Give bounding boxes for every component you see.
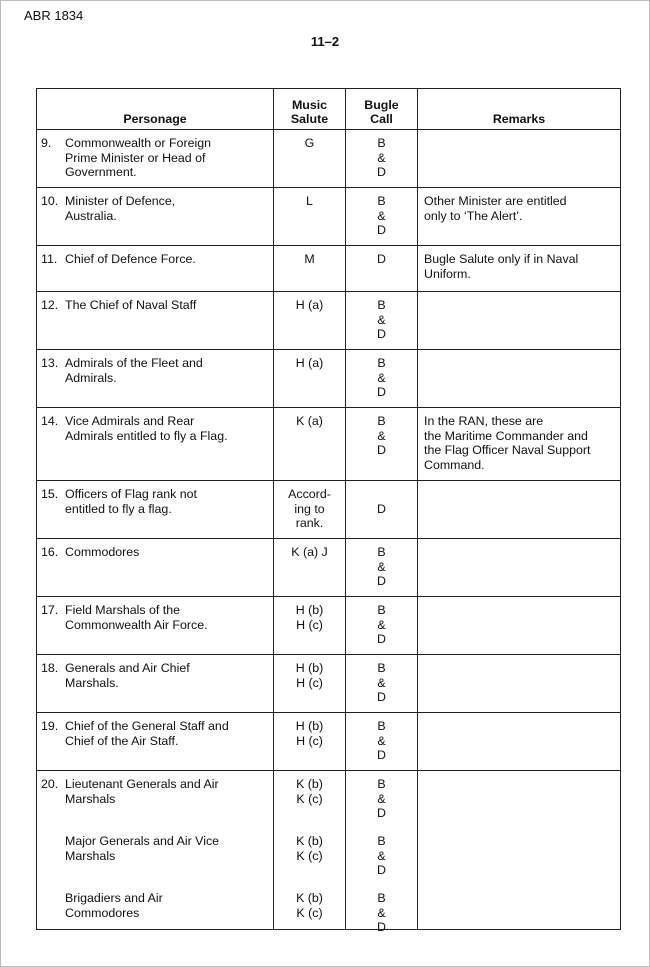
header-remarks: Remarks (418, 89, 621, 130)
personage-text: Commodores (65, 545, 140, 559)
remarks-cell: Bugle Salute only if in Naval Uniform. (418, 246, 621, 292)
row-number: 9. (41, 136, 52, 150)
personage-text: Generals and Air Chief Marshals. (65, 661, 190, 690)
bugle-call-cell: B & D (346, 292, 418, 350)
personage-text: Officers of Flag rank not entitled to fly a flag. (65, 487, 197, 516)
table-row (37, 481, 621, 539)
personage-text: Lieutenant Generals and Air Marshals (65, 777, 219, 806)
remarks-cell: Other Minister are entitled only to ‘The Alert’. (418, 188, 621, 246)
personage-cell (37, 539, 274, 597)
row-number: 10. (41, 194, 59, 208)
table-header-row (37, 89, 621, 130)
music-salute-cell: H (b) H (c) (274, 597, 346, 655)
remarks-cell (418, 130, 621, 188)
table-row (37, 713, 621, 771)
bugle-call-cell (346, 771, 418, 935)
row-number: 14. (41, 414, 59, 428)
bugle-call-value: B & D (377, 777, 386, 821)
row-number: 11. (41, 252, 58, 266)
table-row (37, 539, 621, 597)
personage-cell (37, 246, 274, 292)
personage-cell (37, 188, 274, 246)
personage-cell (37, 771, 274, 930)
bugle-call-cell: D (346, 246, 418, 292)
music-salute-cell: H (b) H (c) (274, 655, 346, 713)
music-salute-value: K (b) K (c) (296, 834, 323, 863)
row-number: 20. (41, 777, 59, 791)
bugle-call-value: B & D (377, 891, 386, 935)
music-salute-cell: K (a) (274, 408, 346, 481)
personage-text: Admirals of the Fleet and Admirals. (65, 356, 203, 385)
row-number: 16. (41, 545, 59, 559)
table-row (37, 655, 621, 713)
music-salute-cell: G (274, 130, 346, 188)
personage-text: Field Marshals of the Commonwealth Air Force. (65, 603, 208, 632)
personage-cell (37, 130, 274, 188)
table-row (37, 292, 621, 350)
header-bugle-call: Bugle Call (346, 89, 418, 130)
bugle-call-cell: B & D (346, 408, 418, 481)
page-number: 11–2 (310, 34, 340, 49)
remarks-cell (418, 350, 621, 408)
remarks-cell (418, 481, 621, 539)
bugle-call-cell: B & D (346, 350, 418, 408)
table-row (37, 350, 621, 408)
row-number: 12. (41, 298, 59, 312)
table-row (37, 130, 621, 188)
bugle-call-value: B & D (377, 834, 386, 878)
remarks-cell (418, 771, 621, 930)
music-salute-cell: Accord- ing to rank. (274, 481, 346, 539)
music-salute-cell: H (a) (274, 350, 346, 408)
personage-cell (37, 481, 274, 539)
personage-text: Vice Admirals and Rear Admirals entitled to fly a Flag. (65, 414, 228, 443)
table-row (37, 246, 621, 292)
personage-text: Brigadiers and Air Commodores (65, 891, 163, 920)
row-number: 17. (41, 603, 59, 617)
remarks-cell: In the RAN, these are the Maritime Commander and the Flag Officer Naval Support Command. (418, 408, 621, 481)
row-number: 19. (41, 719, 59, 733)
table-body (37, 130, 621, 935)
document-id: ABR 1834 (24, 8, 84, 23)
music-salute-value: K (b) K (c) (296, 777, 323, 806)
personage-text: Chief of Defence Force. (65, 252, 196, 266)
music-salute-cell: L (274, 188, 346, 246)
personage-text: Major Generals and Air Vice Marshals (65, 834, 220, 863)
music-salute-cell: K (a) J (274, 539, 346, 597)
remarks-cell (418, 655, 621, 713)
row-number: 18. (41, 661, 59, 675)
bugle-call-cell: B & D (346, 655, 418, 713)
salutes-table (36, 88, 621, 935)
row-number: 13. (41, 356, 59, 370)
personage-cell (37, 350, 274, 408)
music-salute-cell: H (b) H (c) (274, 713, 346, 771)
bugle-call-cell: D (346, 481, 418, 539)
table-row (37, 597, 621, 655)
personage-text: Commonwealth or Foreign Prime Minister or Head of Government. (65, 136, 211, 180)
bugle-call-cell: B & D (346, 539, 418, 597)
table-row (37, 408, 621, 481)
music-salute-cell (274, 771, 346, 930)
music-salute-cell: M (274, 246, 346, 292)
personage-cell (37, 597, 274, 655)
remarks-cell (418, 713, 621, 771)
table-row (37, 771, 621, 930)
music-salute-cell: H (a) (274, 292, 346, 350)
row-number: 15. (41, 487, 59, 501)
music-salute-value: K (b) K (c) (296, 891, 323, 920)
personage-text: Minister of Defence, Australia. (65, 194, 176, 223)
personage-text: The Chief of Naval Staff (65, 298, 197, 312)
bugle-call-cell: B & D (346, 597, 418, 655)
table-row (37, 188, 621, 246)
bugle-call-cell: B & D (346, 188, 418, 246)
personage-cell (37, 408, 274, 481)
personage-cell (37, 655, 274, 713)
remarks-cell (418, 539, 621, 597)
remarks-cell (418, 597, 621, 655)
header-personage: Personage (37, 89, 274, 130)
bugle-call-cell: B & D (346, 130, 418, 188)
personage-cell (37, 713, 274, 771)
personage-text: Chief of the General Staff and Chief of the Air Staff. (65, 719, 229, 748)
personage-cell (37, 292, 274, 350)
remarks-cell (418, 292, 621, 350)
bugle-call-cell: B & D (346, 713, 418, 771)
header-music-salute: Music Salute (274, 89, 346, 130)
